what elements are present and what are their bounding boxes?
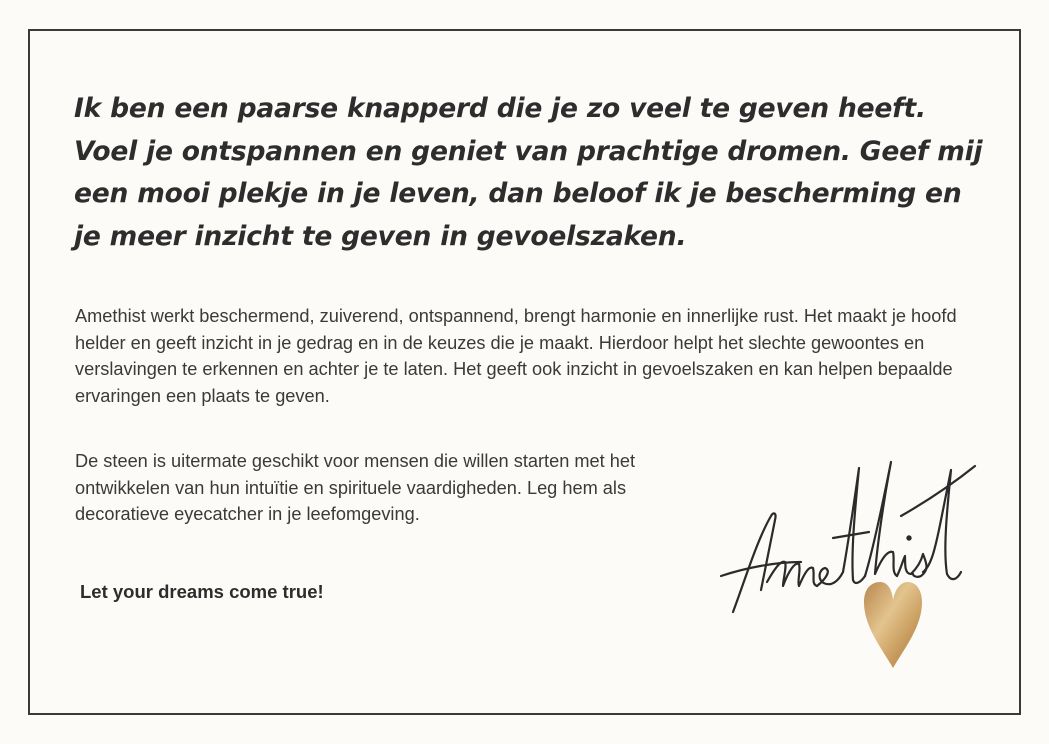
headline-text: Ik ben een paarse knapperd die je zo veel te geven heeft. Voel je ontspannen en geniet van prachtige dromen. Geef mij een mooi plekje in je leven, dan beloof ik je bescherming en je meer inzicht te geven in gevoelszaken. xyxy=(74,93,983,252)
heart-icon xyxy=(858,578,928,670)
usage-paragraph: De steen is uitermate geschikt voor mensen die willen starten met het ontwikkelen van hun intuïtie en spirituele vaardigheden. Leg hem als decoratieve eyecatcher in je leefomgeving. xyxy=(75,451,636,524)
description-paragraph: Amethist werkt beschermend, zuiverend, ontspannend, brengt harmonie en innerlijke rust. Het maakt je hoofd helder en geeft inzicht in je gedrag en in de keuzes die je maakt. Hierdoor helpt het slechte gewoontes en verslavingen te erkennen en achter je te laten. Het geeft ook inzicht in gevoelszaken en kan helpen bepaalde ervaringen een plaats te geven. xyxy=(75,306,957,406)
amethist-signature-logo xyxy=(705,440,995,625)
tagline: Let your dreams come true! xyxy=(80,581,324,602)
